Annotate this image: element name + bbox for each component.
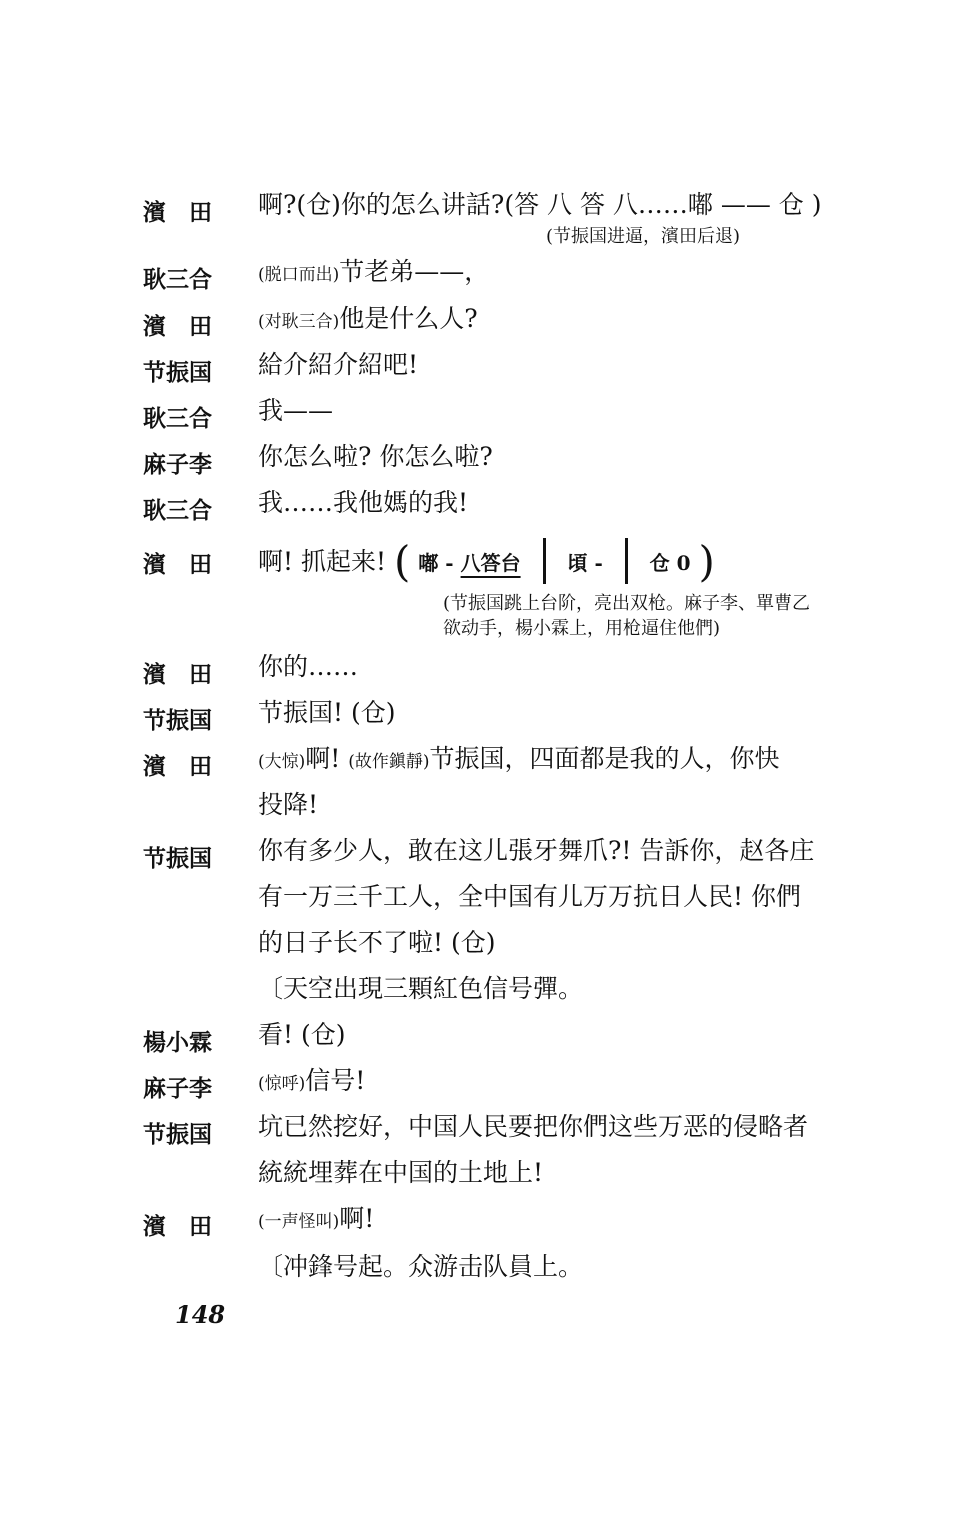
beat-1: 嘟 - bbox=[418, 551, 461, 575]
stage-note: (惊呼) bbox=[258, 1074, 306, 1094]
speaker-name: 濱 田 bbox=[143, 552, 212, 578]
dialogue-text: 节振国! (仓) bbox=[258, 698, 396, 727]
open-paren: ( bbox=[394, 537, 411, 586]
speaker-name: 节振国 bbox=[143, 708, 212, 734]
dialogue-text: 你有多少人，敢在这儿張牙舞爪?! 告訴你，赵各庄 bbox=[258, 836, 815, 865]
stage-direction: (节振国进逼，濱田后退) bbox=[546, 226, 741, 247]
speaker-name: 节振国 bbox=[143, 360, 212, 386]
speaker-name: 濱 田 bbox=[143, 754, 212, 780]
dialogue-text: 他是什么人? bbox=[339, 304, 478, 333]
dialogue-text: 給介紹介紹吧! bbox=[258, 350, 419, 379]
dialogue-line bbox=[258, 1018, 346, 1052]
dialogue-line bbox=[258, 926, 496, 960]
stage-note: (故作鎭靜) bbox=[348, 752, 430, 772]
dialogue-line bbox=[258, 696, 396, 730]
dialogue-line bbox=[258, 788, 318, 822]
dialogue-line bbox=[258, 1156, 543, 1190]
dialogue-line bbox=[258, 972, 583, 1006]
speaker-name: 麻子李 bbox=[143, 452, 212, 478]
dialogue-line bbox=[258, 1064, 365, 1101]
dialogue-line bbox=[258, 650, 358, 684]
page-number: 148 bbox=[175, 1300, 226, 1329]
dialogue-line bbox=[258, 1202, 374, 1239]
dialogue-text: 你怎么啦? 你怎么啦? bbox=[258, 442, 493, 471]
dialogue-line bbox=[258, 302, 478, 339]
dialogue-line bbox=[258, 188, 822, 222]
dialogue-line: 啊! 抓起来! ( 嘟 - 八答台 頃 - 仓 0 ) bbox=[258, 537, 715, 586]
dialogue-line bbox=[258, 348, 418, 382]
dialogue-line bbox=[258, 1250, 583, 1284]
stage-note: (脱口而出) bbox=[258, 265, 340, 285]
dialogue-text: 有一万三千工人，全中国有儿万万抗日人民! 你們 bbox=[258, 882, 801, 911]
close-paren: ) bbox=[698, 537, 715, 586]
dialogue-text: 看! (仓) bbox=[258, 1020, 346, 1049]
dialogue-line bbox=[258, 486, 468, 520]
dialogue-line bbox=[258, 394, 333, 428]
dialogue-text: 我—— bbox=[258, 396, 334, 425]
speaker-name: 濱 田 bbox=[143, 314, 212, 340]
stage-direction: (节振国跳上台阶，亮出双枪。麻子李、單曹乙 bbox=[443, 593, 811, 614]
dialogue-text: 节老弟——， bbox=[339, 257, 490, 286]
dialogue-line bbox=[258, 880, 801, 914]
stage-direction: 欲动手，楊小霖上，用枪逼住他們) bbox=[443, 618, 721, 639]
speaker-name: 楊小霖 bbox=[143, 1030, 212, 1056]
dialogue-line bbox=[258, 1110, 808, 1144]
dialogue-text: 我……我他媽的我! bbox=[258, 488, 469, 517]
stage-note: (对耿三合) bbox=[258, 312, 340, 332]
speaker-name: 耿三合 bbox=[143, 267, 212, 293]
dialogue-line bbox=[258, 834, 814, 868]
dialogue-text: 統統埋葬在中国的土地上! bbox=[258, 1158, 544, 1187]
dialogue-text: 你的…… bbox=[258, 652, 359, 681]
speaker-name: 濱 田 bbox=[143, 662, 212, 688]
dialogue-text: 投降! bbox=[258, 790, 319, 819]
beat-3: 仓 0 bbox=[649, 551, 691, 575]
speaker-name: 耿三合 bbox=[143, 406, 212, 432]
speaker-name: 节振国 bbox=[143, 846, 212, 872]
dialogue-text: 啊! bbox=[339, 1204, 375, 1233]
dialogue-line bbox=[258, 255, 489, 292]
speaker-name: 节振国 bbox=[143, 1122, 212, 1148]
dialogue-text: 〔冲鋒号起。众游击队員上。 bbox=[258, 1252, 584, 1281]
dialogue-text: 坑已然挖好，中国人民要把你們这些万恶的侵略者 bbox=[258, 1112, 809, 1141]
speaker-name: 濱 田 bbox=[143, 200, 212, 226]
dialogue-text: 〔天空出現三顆紅色信号彈。 bbox=[258, 974, 584, 1003]
beat-2: 頃 - bbox=[567, 551, 603, 575]
dialogue-line bbox=[258, 742, 780, 779]
dialogue-text: 信号! bbox=[305, 1066, 366, 1095]
beat-1-underlined: 八答台 bbox=[460, 551, 521, 575]
dialogue-text: 啊! bbox=[305, 744, 349, 773]
speaker-name: 濱 田 bbox=[143, 1214, 212, 1240]
stage-note: (大惊) bbox=[258, 752, 306, 772]
dialogue-text: 的日子长不了啦! (仓) bbox=[258, 928, 496, 957]
measure-bar bbox=[625, 538, 628, 584]
stage-note: (一声怪叫) bbox=[258, 1212, 340, 1232]
speaker-name: 耿三合 bbox=[143, 498, 212, 524]
dialogue-text: 啊?(仓)你的怎么讲話?(答 八 答 八……嘟 —— 仓 ) bbox=[258, 190, 822, 219]
measure-bar bbox=[543, 538, 546, 584]
dialogue-line bbox=[258, 440, 493, 474]
speaker-name: 麻子李 bbox=[143, 1076, 212, 1102]
dialogue-text: 节振国，四面都是我的人，你快 bbox=[429, 744, 780, 773]
